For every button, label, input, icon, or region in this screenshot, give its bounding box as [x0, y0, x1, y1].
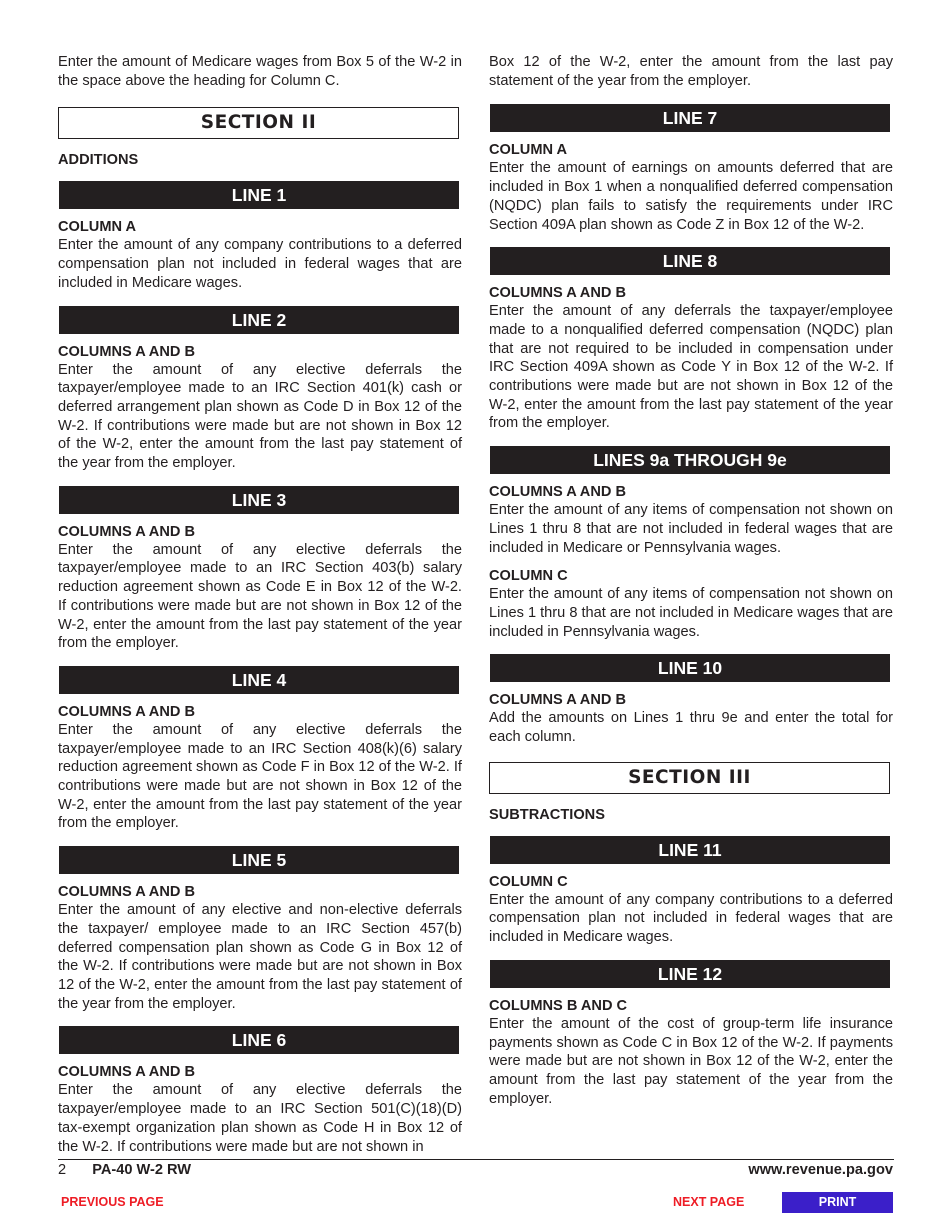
footer-form-info: [58, 1161, 191, 1179]
line-1-bar: LINE 1: [59, 181, 459, 209]
line-9-text-c: Enter the amount of any items of compensation not shown on Lines 1 thru 8 that are not included in Medicare wages that are included in Pennsylvania wages.: [489, 586, 894, 640]
line-10-text: Add the amounts on Lines 1 thru 9e and enter the total for each column.: [489, 710, 893, 746]
line-12-text: Enter the amount of the cost of group-term life insurance payments shown as Code C in Box 12 of the W-2. If payments were made but are not shown in Box 12 of the W-2, enter the amount from the last pay statement of the year from the employer.: [489, 1015, 893, 1107]
line-2-bar: LINE 2: [59, 306, 459, 334]
line-12-heading: COLUMNS B AND C: [489, 997, 628, 1014]
line-4-text: Enter the amount of any elective deferrals the taxpayer/employee made to an IRC Section 408(k)(6) salary reduction agreement shown as Code F in Box 12 of the W-2. If contributions were made but are not shown in Box 12 of the W-2, enter the amount from the last pay statement of the year from the employer.: [58, 721, 462, 832]
website-link[interactable]: www.revenue.pa.gov: [748, 1162, 893, 1178]
line-7-text: Enter the amount of earnings on amounts deferred that are included in Box 1 when a nonqualified deferred compensation (NQDC) plan fails to satisfy the requirements under IRC Section 409A plan shown as Code Z in Box 12 of the W-2.: [489, 160, 893, 233]
line-6-text: Enter the amount of any elective deferrals the taxpayer/employee made to an IRC Section 501(C)(18)(D) tax-exempt organization plan shown as Code H in Box 12 of the W-2. If contributions were made but are not shown in: [58, 1082, 462, 1155]
line-1-text: Enter the amount of any company contributions to a deferred compensation plan not included in federal wages that are included in Medicare wages.: [58, 237, 462, 291]
print-button[interactable]: PRINT: [782, 1192, 893, 1213]
line-9-text-ab: Enter the amount of any items of compensation not shown on Lines 1 thru 8 that are not included in federal wages that are included in Medicare or Pennsylvania wages.: [489, 502, 893, 556]
continued-text: Box 12 of the W-2, enter the amount from the last pay statement of the year from the employer.: [489, 54, 893, 89]
line-7-heading: COLUMN A: [489, 142, 568, 159]
line-11-bar: LINE 11: [490, 836, 890, 864]
line-6-bar: LINE 6: [59, 1026, 459, 1054]
line-7-bar: LINE 7: [490, 104, 890, 132]
line-8-bar: LINE 8: [490, 247, 890, 275]
subtractions-label: SUBTRACTIONS: [489, 806, 605, 823]
line-1-heading: COLUMN A: [58, 219, 137, 236]
section-ii-heading: SECTION II: [58, 107, 459, 139]
line-11-heading: COLUMN C: [489, 873, 568, 890]
line-6-heading: COLUMNS A AND B: [58, 1064, 196, 1081]
line-5-bar: LINE 5: [59, 846, 459, 874]
line-8-text: Enter the amount of any deferrals the taxpayer/employee made to a nonqualified deferred compensation (NQDC) plan that are not required to be included in compensation under IRC Section 409A shown as Code Y in Box 12 of the W-2. If contributions were made but are not shown in Box 12 of the W-2, enter the amount from the last pay statement of the year from the employer.: [489, 303, 893, 432]
line-3-bar: LINE 3: [59, 486, 459, 514]
line-11-text: Enter the amount of any company contributions to a deferred compensation plan not included in federal wages that are included in Medicare wages.: [489, 891, 893, 946]
line-9-bar: LINES 9a THROUGH 9e: [490, 446, 890, 474]
page-number: 2: [58, 1162, 67, 1178]
line-9-heading-c: COLUMN C: [489, 568, 568, 585]
intro-text: Enter the amount of Medicare wages from Box 5 of the W-2 in the space above the heading for Column C.: [58, 54, 462, 89]
line-3-text: Enter the amount of any elective deferrals the taxpayer/employee made to an IRC Section 403(b) salary reduction agreement shown as Code E in Box 12 of the W-2. If contributions were made but are not shown in Box 12 of the W-2, enter the amount from the last pay statement of the year from the employer.: [58, 541, 462, 652]
line-8-heading: COLUMNS A AND B: [489, 285, 627, 302]
right-column: [489, 53, 893, 1108]
line-4-heading: COLUMNS A AND B: [58, 703, 196, 720]
line-10-bar: LINE 10: [490, 654, 890, 682]
section-iii-heading: SECTION III: [489, 762, 890, 794]
additions-label: ADDITIONS: [58, 152, 139, 169]
footer-divider: [58, 1159, 894, 1160]
form-id: PA-40 W-2 RW: [92, 1162, 192, 1178]
left-column: [58, 53, 462, 1156]
line-5-heading: COLUMNS A AND B: [58, 884, 196, 901]
line-3-heading: COLUMNS A AND B: [58, 523, 196, 540]
line-5-text: Enter the amount of any elective and non-elective deferrals the taxpayer/ employee made to an IRC Section 457(b) deferred compensation plan shown as Code G in Box 12 of the W-2. If contributions were made but are not shown in Box 12 of the W-2, enter the amount from the last pay statement of the year from the employer.: [58, 902, 462, 1012]
line-2-heading: COLUMNS A AND B: [58, 343, 196, 360]
line-2-text: Enter the amount of any elective deferrals the taxpayer/employee made to an IRC Section 401(k) cash or deferred arrangement plan shown as Code D in Box 12 of the W-2. If contributions were made but are not shown in Box 12 of the W-2, enter the amount from the last pay statement of the year from the employer.: [58, 361, 462, 472]
line-9-heading-ab: COLUMNS A AND B: [489, 484, 627, 501]
previous-page-button[interactable]: PREVIOUS PAGE: [61, 1195, 164, 1209]
line-10-heading: COLUMNS A AND B: [489, 692, 627, 709]
next-page-button[interactable]: NEXT PAGE: [673, 1195, 745, 1209]
line-4-bar: LINE 4: [59, 666, 459, 694]
line-12-bar: LINE 12: [490, 960, 890, 988]
